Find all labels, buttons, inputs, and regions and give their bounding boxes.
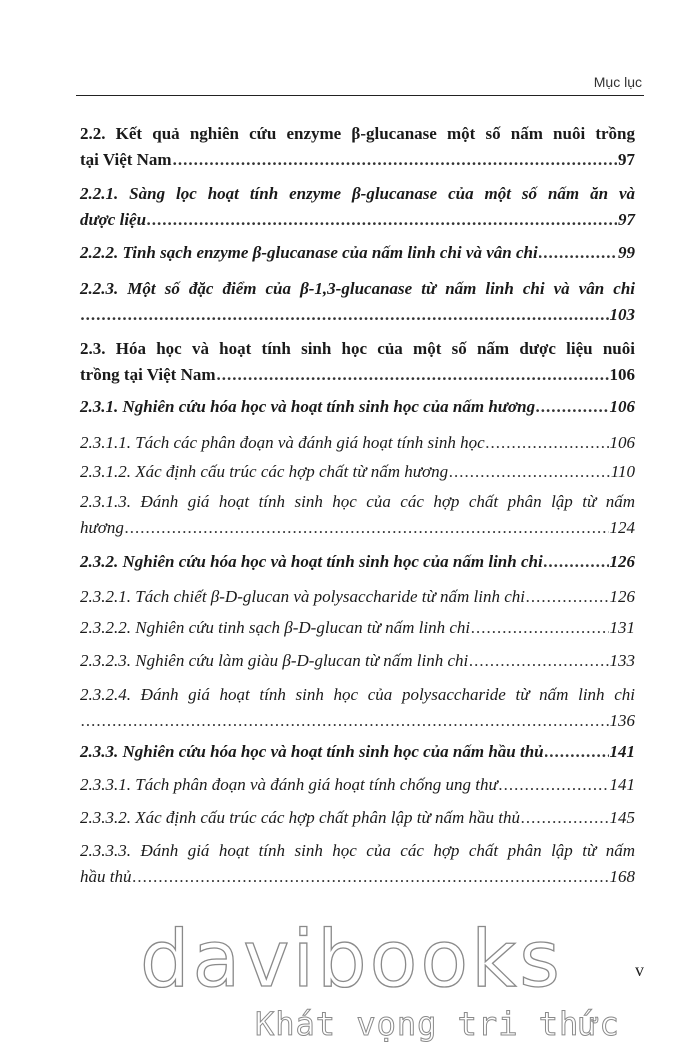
dot-leader [471,615,608,641]
toc-page-number: 141 [609,775,635,794]
dot-leader [173,147,617,173]
header-title: Mục lục [593,74,642,90]
dot-leader [521,805,609,831]
toc-entry-2-3-2-1[interactable] [80,584,635,610]
dot-leader [81,708,609,734]
toc-entry-2-3[interactable] [80,336,635,388]
toc-page-number: 145 [609,808,635,827]
toc-entry-2-3-1-1[interactable] [80,430,635,456]
dot-leader [526,584,608,610]
toc-page-number: 126 [609,587,635,606]
toc-entry-2-3-3-2[interactable] [80,805,635,831]
toc-entry-title: dược liệu [80,210,147,229]
toc-page-number: 106 [609,397,635,416]
toc-entry-title-line: 2.2.3. Một số đặc điểm của β-1,3-glucanase từ nấm linh chi và vân chi [80,279,635,298]
toc-page-number: 131 [609,618,635,637]
toc-entry-2-3-3-3[interactable] [80,838,635,890]
toc-entry-title: hương [80,518,124,537]
toc-page-number: 97 [618,210,635,229]
toc-entry-title-line: 2.3.1.3. Đánh giá hoạt tính sinh học của các hợp chất phân lập từ nấm [80,492,635,511]
toc-entry-title: 2.3.2.2. Nghiên cứu tinh sạch β-D-glucan từ nấm linh chi [80,618,471,637]
toc-page-number: 106 [609,365,635,384]
toc-entry-2-3-3-1[interactable] [80,772,635,798]
toc-entry-title-line: 2.3.2.4. Đánh giá hoạt tính sinh học của polysaccharide từ nấm linh chi [80,685,635,704]
toc-page-number: 136 [609,711,635,730]
toc-page-number: 168 [609,867,635,886]
toc-entry-title-line: 2.3.3.3. Đánh giá hoạt tính sinh học của các hợp chất phân lập từ nấm [80,841,635,860]
dot-leader [545,739,609,765]
dot-leader [449,459,610,485]
toc-entry-2-3-3[interactable] [80,739,635,765]
toc-entry-2-2-3[interactable] [80,276,635,328]
dot-leader [147,207,617,233]
toc-entry-title: tại Việt Nam [80,150,172,169]
toc-entry-title: trồng tại Việt Nam [80,365,216,384]
toc-entry-title: 2.3.2. Nghiên cứu hóa học và hoạt tính sinh học của nấm linh chi [80,552,543,571]
toc-entry-2-3-2-2[interactable] [80,615,635,641]
watermark-tagline: Khát vọng tri thức [255,1005,620,1043]
toc-entry-2-3-2-3[interactable] [80,648,635,674]
dot-leader [125,515,609,541]
dot-leader [132,864,608,890]
toc-entry-title: 2.3.3.2. Xác định cấu trúc các hợp chất phân lập từ nấm hầu thủ [80,808,520,827]
toc-entry-2-2[interactable] [80,121,635,173]
dot-leader [539,240,617,266]
toc-entry-title-line: 2.2.1. Sàng lọc hoạt tính enzyme β-glucanase của một số nấm ăn và [80,184,635,203]
toc-entry-title: 2.3.3.1. Tách phân đoạn và đánh giá hoạt tính chống ung thư [80,775,498,794]
dot-leader [217,362,609,388]
dot-leader [486,430,609,456]
watermark-logo: davibooks [140,915,563,1005]
toc-page-number: 110 [610,462,635,481]
toc-entry-2-2-2[interactable] [80,240,635,266]
toc-page-number: 124 [609,518,635,537]
toc-entry-title: 2.2.2. Tinh sạch enzyme β-glucanase của nấm linh chi và vân chi [80,243,538,262]
toc-entry-title-line: 2.3. Hóa học và hoạt tính sinh học của một số nấm dược liệu nuôi [80,339,635,358]
toc-entry-2-3-1-3[interactable] [80,489,635,541]
toc-entry-title-line: 2.2. Kết quả nghiên cứu enzyme β-glucanase một số nấm nuôi trồng [80,124,635,143]
toc-entry-title: 2.3.1.2. Xác định cấu trúc các hợp chất từ nấm hương [80,462,449,481]
toc-page-number: 133 [609,651,635,670]
dot-leader [536,394,608,420]
toc-entry-2-3-2[interactable] [80,549,635,575]
toc-page-number: 141 [609,742,635,761]
dot-leader [499,772,609,798]
toc-entry-title: 2.3.2.3. Nghiên cứu làm giàu β-D-glucan từ nấm linh chi [80,651,469,670]
toc-page-number: 126 [609,552,635,571]
toc-entry-title: 2.3.3. Nghiên cứu hóa học và hoạt tính sinh học của nấm hầu thủ [80,742,544,761]
toc-entry-2-3-2-4[interactable] [80,682,635,734]
toc-entry-2-2-1[interactable] [80,181,635,233]
toc-page-number: 97 [618,150,635,169]
dot-leader [469,648,608,674]
dot-leader [544,549,609,575]
header-rule [76,95,644,96]
toc-entry-title: hầu thủ [80,867,132,886]
toc-entry-title: 2.3.1.1. Tách các phân đoạn và đánh giá hoạt tính sinh học [80,433,485,452]
toc-page-number: 106 [609,433,635,452]
toc-page-number: 99 [618,243,635,262]
toc-entry-2-3-1[interactable] [80,394,635,420]
toc-entry-title: 2.3.1. Nghiên cứu hóa học và hoạt tính sinh học của nấm hương [80,397,536,416]
toc-entry-2-3-1-2[interactable] [80,459,635,485]
page-number: v [635,960,644,980]
toc-page-number: 103 [609,305,635,324]
toc-entry-title: 2.3.2.1. Tách chiết β-D-glucan và polysaccharide từ nấm linh chi [80,587,526,606]
dot-leader [81,302,609,328]
